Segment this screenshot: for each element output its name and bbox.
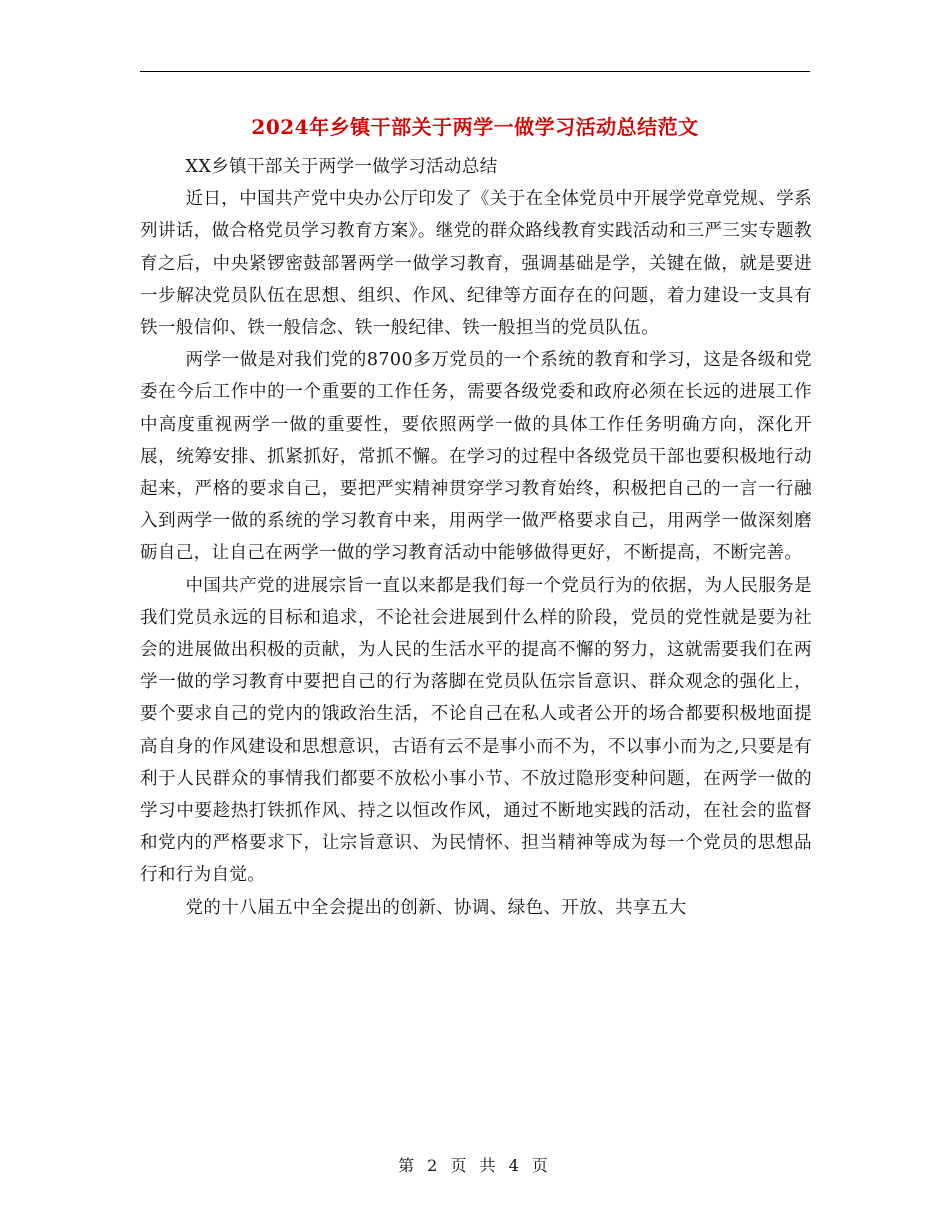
document-title: 2024年乡镇干部关于两学一做学习活动总结范文 [251, 115, 699, 139]
document-body [140, 151, 812, 924]
body-paragraph-4: 党的十八届五中全会提出的创新、协调、绿色、开放、共享五大 [185, 897, 687, 918]
header-rule [140, 71, 810, 72]
subtitle-line: XX乡镇干部关于两学一做学习活动总结 [185, 157, 498, 177]
body-paragraph-1: 近日，中国共产党中央办公厅印发了《关于在全体党员中开展学党章党规、学系列讲话，做合格党员学习教育方案》。继党的群众路线教育实践活动和三严三实专题教育之后，中央紧锣密鼓部署两学一做学习教育，强调基础是学，关键在做，就是要进一步解决党员队伍在思想、组织、作风、纪律等方面存在的问题，着力建设一支具有铁一般信仰、铁一般信念、铁一般纪律、铁一般担当的党员队伍。 [140, 189, 812, 339]
page-number-footer: 第 2 页 共 4 页 [398, 1156, 552, 1175]
body-paragraph-3: 中国共产党的进展宗旨一直以来都是我们每一个党员行为的依据，为人民服务是我们党员永远的目标和追求，不论社会进展到什么样的阶段，党员的党性就是要为社会的进展做出积极的贡献，为人民的生活水平的提高不懈的努力，这就需要我们在两学一做的学习教育中要把自己的行为落脚在党员队伍宗旨意识、群众观念的强化上，要个要求自己的党内的饿政治生活，不论自己在私人或者公开的场合都要积极地面提高自身的作风建设和思想意识，古语有云不是事小而不为，不以事小而为之,只要是有利于人民群众的事情我们都要不放松小事小节、不放过隐形变种问题，在两学一做的学习中要趁热打铁抓作风、持之以恒改作风，通过不断地实践的活动，在社会的监督和党内的严格要求下，让宗旨意识、为民情怀、担当精神等成为每一个党员的思想品行和行为自觉。 [140, 575, 812, 886]
body-paragraph-2: 两学一做是对我们党的8700多万党员的一个系统的教育和学习，这是各级和党委在今后工作中的一个重要的工作任务，需要各级党委和政府必须在长远的进展工作中高度重视两学一做的重要性，要依照两学一做的具体工作任务明确方向，深化开展，统筹安排、抓紧抓好，常抓不懈。在学习的过程中各级党员干部也要积极地行动起来，严格的要求自己，要把严实精神贯穿学习教育始终，积极把自己的一言一行融入到两学一做的系统的学习教育中来，用两学一做严格要求自己，用两学一做深刻磨砺自己，让自己在两学一做的学习教育活动中能够做得更好，不断提高，不断完善。 [140, 350, 812, 564]
